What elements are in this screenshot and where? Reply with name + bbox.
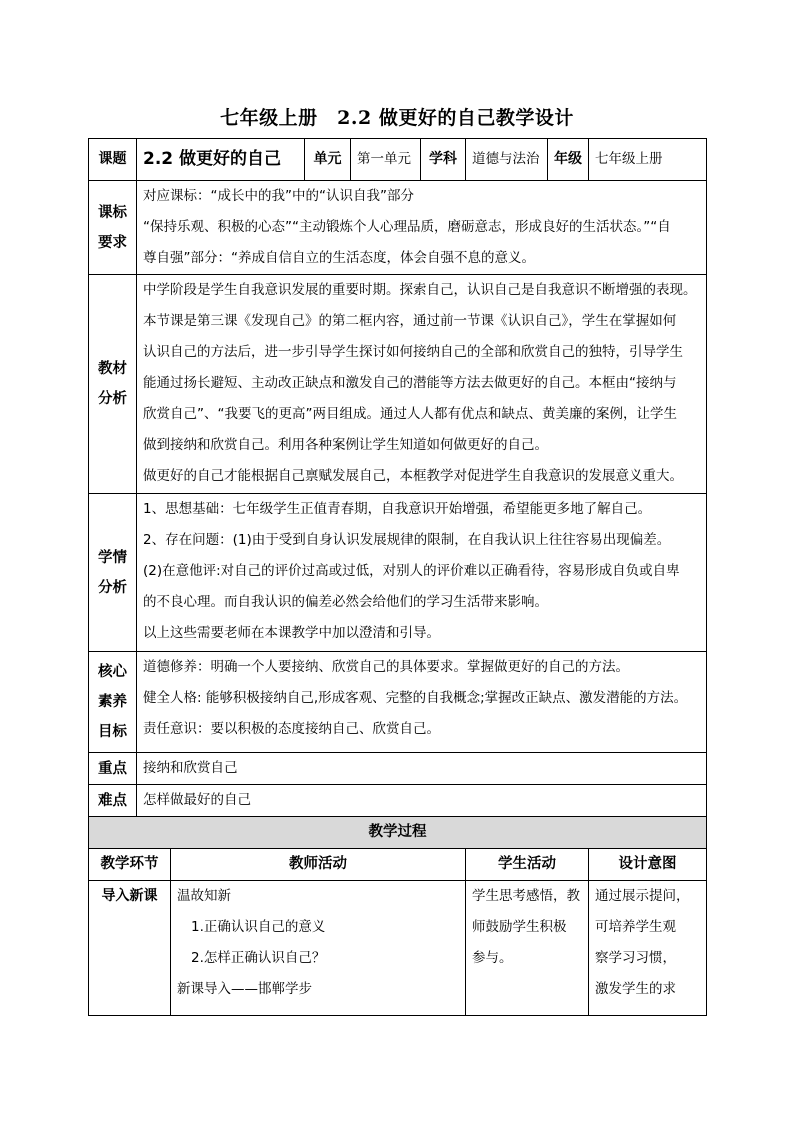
material-row bbox=[89, 275, 707, 494]
teacher-activity: 温故知新 1.正确认识自己的意义 2.怎样正确认识自己？ 新课导入——邯郸学步 bbox=[171, 881, 466, 1016]
grade-label: 年级 bbox=[548, 139, 589, 181]
col-teacher: 教师活动 bbox=[171, 849, 466, 881]
col-intent: 设计意图 bbox=[589, 849, 707, 881]
stage-cell: 导入新课 bbox=[89, 881, 171, 1016]
difficult-content: 怎样做最好的自己 bbox=[137, 785, 707, 817]
unit-label: 单元 bbox=[305, 139, 351, 181]
topic-value: 2.2 做更好的自己 bbox=[137, 139, 305, 181]
standard-content: 对应课标：“成长中的我”中的“认识自我”部分 “保持乐观、积极的心态”“主动锻炼个人心理品质，磨砺意志，形成良好的生活状态。”“自 尊自强”部分：“养成自信自立的生活态度，体会自强不息的意义。 bbox=[137, 181, 707, 275]
lesson-plan-table bbox=[88, 138, 707, 1016]
material-label: 教材 分析 bbox=[89, 275, 137, 494]
difficult-row bbox=[89, 785, 707, 817]
process-header-row bbox=[89, 817, 707, 849]
col-stage: 教学环节 bbox=[89, 849, 171, 881]
learner-content: 1、思想基础：七年级学生正值青春期，自我意识开始增强，希望能更多地了解自己。 2、存在问题：(1)由于受到自身认识发展规律的限制，在自我认识上往往容易出现偏差。 (2)在意他评:对自己的评价过高或过低，对别人的评价难以正确看待，容易形成自负或自卑 的不良心理。而自我认识的偏差必然会给他们的学习生活带来影响。 以上这些需要老师在本课教学中加以澄清和引导。 bbox=[137, 494, 707, 652]
core-label: 核心 素养 目标 bbox=[89, 652, 137, 753]
page-title: 七年级上册 2.2 做更好的自己教学设计 bbox=[220, 107, 574, 129]
subject-label: 学科 bbox=[421, 139, 466, 181]
student-activity: 学生思考感悟，教 师鼓励学生积极 参与。 bbox=[466, 881, 589, 1016]
process-columns-row bbox=[89, 849, 707, 881]
process-row bbox=[89, 881, 707, 1016]
topic-label: 课题 bbox=[89, 139, 137, 181]
info-row bbox=[89, 139, 707, 181]
standard-label: 课标 要求 bbox=[89, 181, 137, 275]
key-content: 接纳和欣赏自己 bbox=[137, 753, 707, 785]
standard-row bbox=[89, 181, 707, 275]
process-header: 教学过程 bbox=[89, 817, 707, 849]
difficult-label: 难点 bbox=[89, 785, 137, 817]
key-row bbox=[89, 753, 707, 785]
learner-row bbox=[89, 494, 707, 652]
design-intent: 通过展示提问， 可培养学生观 察学习习惯， 激发学生的求 bbox=[589, 881, 707, 1016]
unit-value: 第一单元 bbox=[351, 139, 421, 181]
grade-value: 七年级上册 bbox=[589, 139, 707, 181]
core-content: 道德修养：明确一个人要接纳、欣赏自己的具体要求。掌握做更好的自己的方法。 健全人格: 能够积极接纳自己,形成客观、完整的自我概念;掌握改正缺点、激发潜能的方法。 责任意识：要以积极的态度接纳自己、欣赏自己。 bbox=[137, 652, 707, 753]
material-content: 中学阶段是学生自我意识发展的重要时期。探索自己，认识自己是自我意识不断增强的表现。 本节课是第三课《发现自己》的第二框内容，通过前一节课《认识自己》，学生在掌握如何 认识自己的方法后，进一步引导学生探讨如何接纳自己的全部和欣赏自己的独特，引导学生 能通过扬长避短、主动改正缺点和激发自己的潜能等方法去做更好的自己。本框由“接纳与 欣赏自己”、“我要飞的更高”两目组成。通过人人都有优点和缺点、黄美廉的案例，让学生 做到接纳和欣赏自己。利用各种案例让学生知道如何做更好的自己。 做更好的自己才能根据自己禀赋发展自己，本框教学对促进学生自我意识的发展意义重大。 bbox=[137, 275, 707, 494]
learner-label: 学情 分析 bbox=[89, 494, 137, 652]
col-student: 学生活动 bbox=[466, 849, 589, 881]
key-label: 重点 bbox=[89, 753, 137, 785]
core-row bbox=[89, 652, 707, 753]
subject-value: 道德与法治 bbox=[466, 139, 548, 181]
